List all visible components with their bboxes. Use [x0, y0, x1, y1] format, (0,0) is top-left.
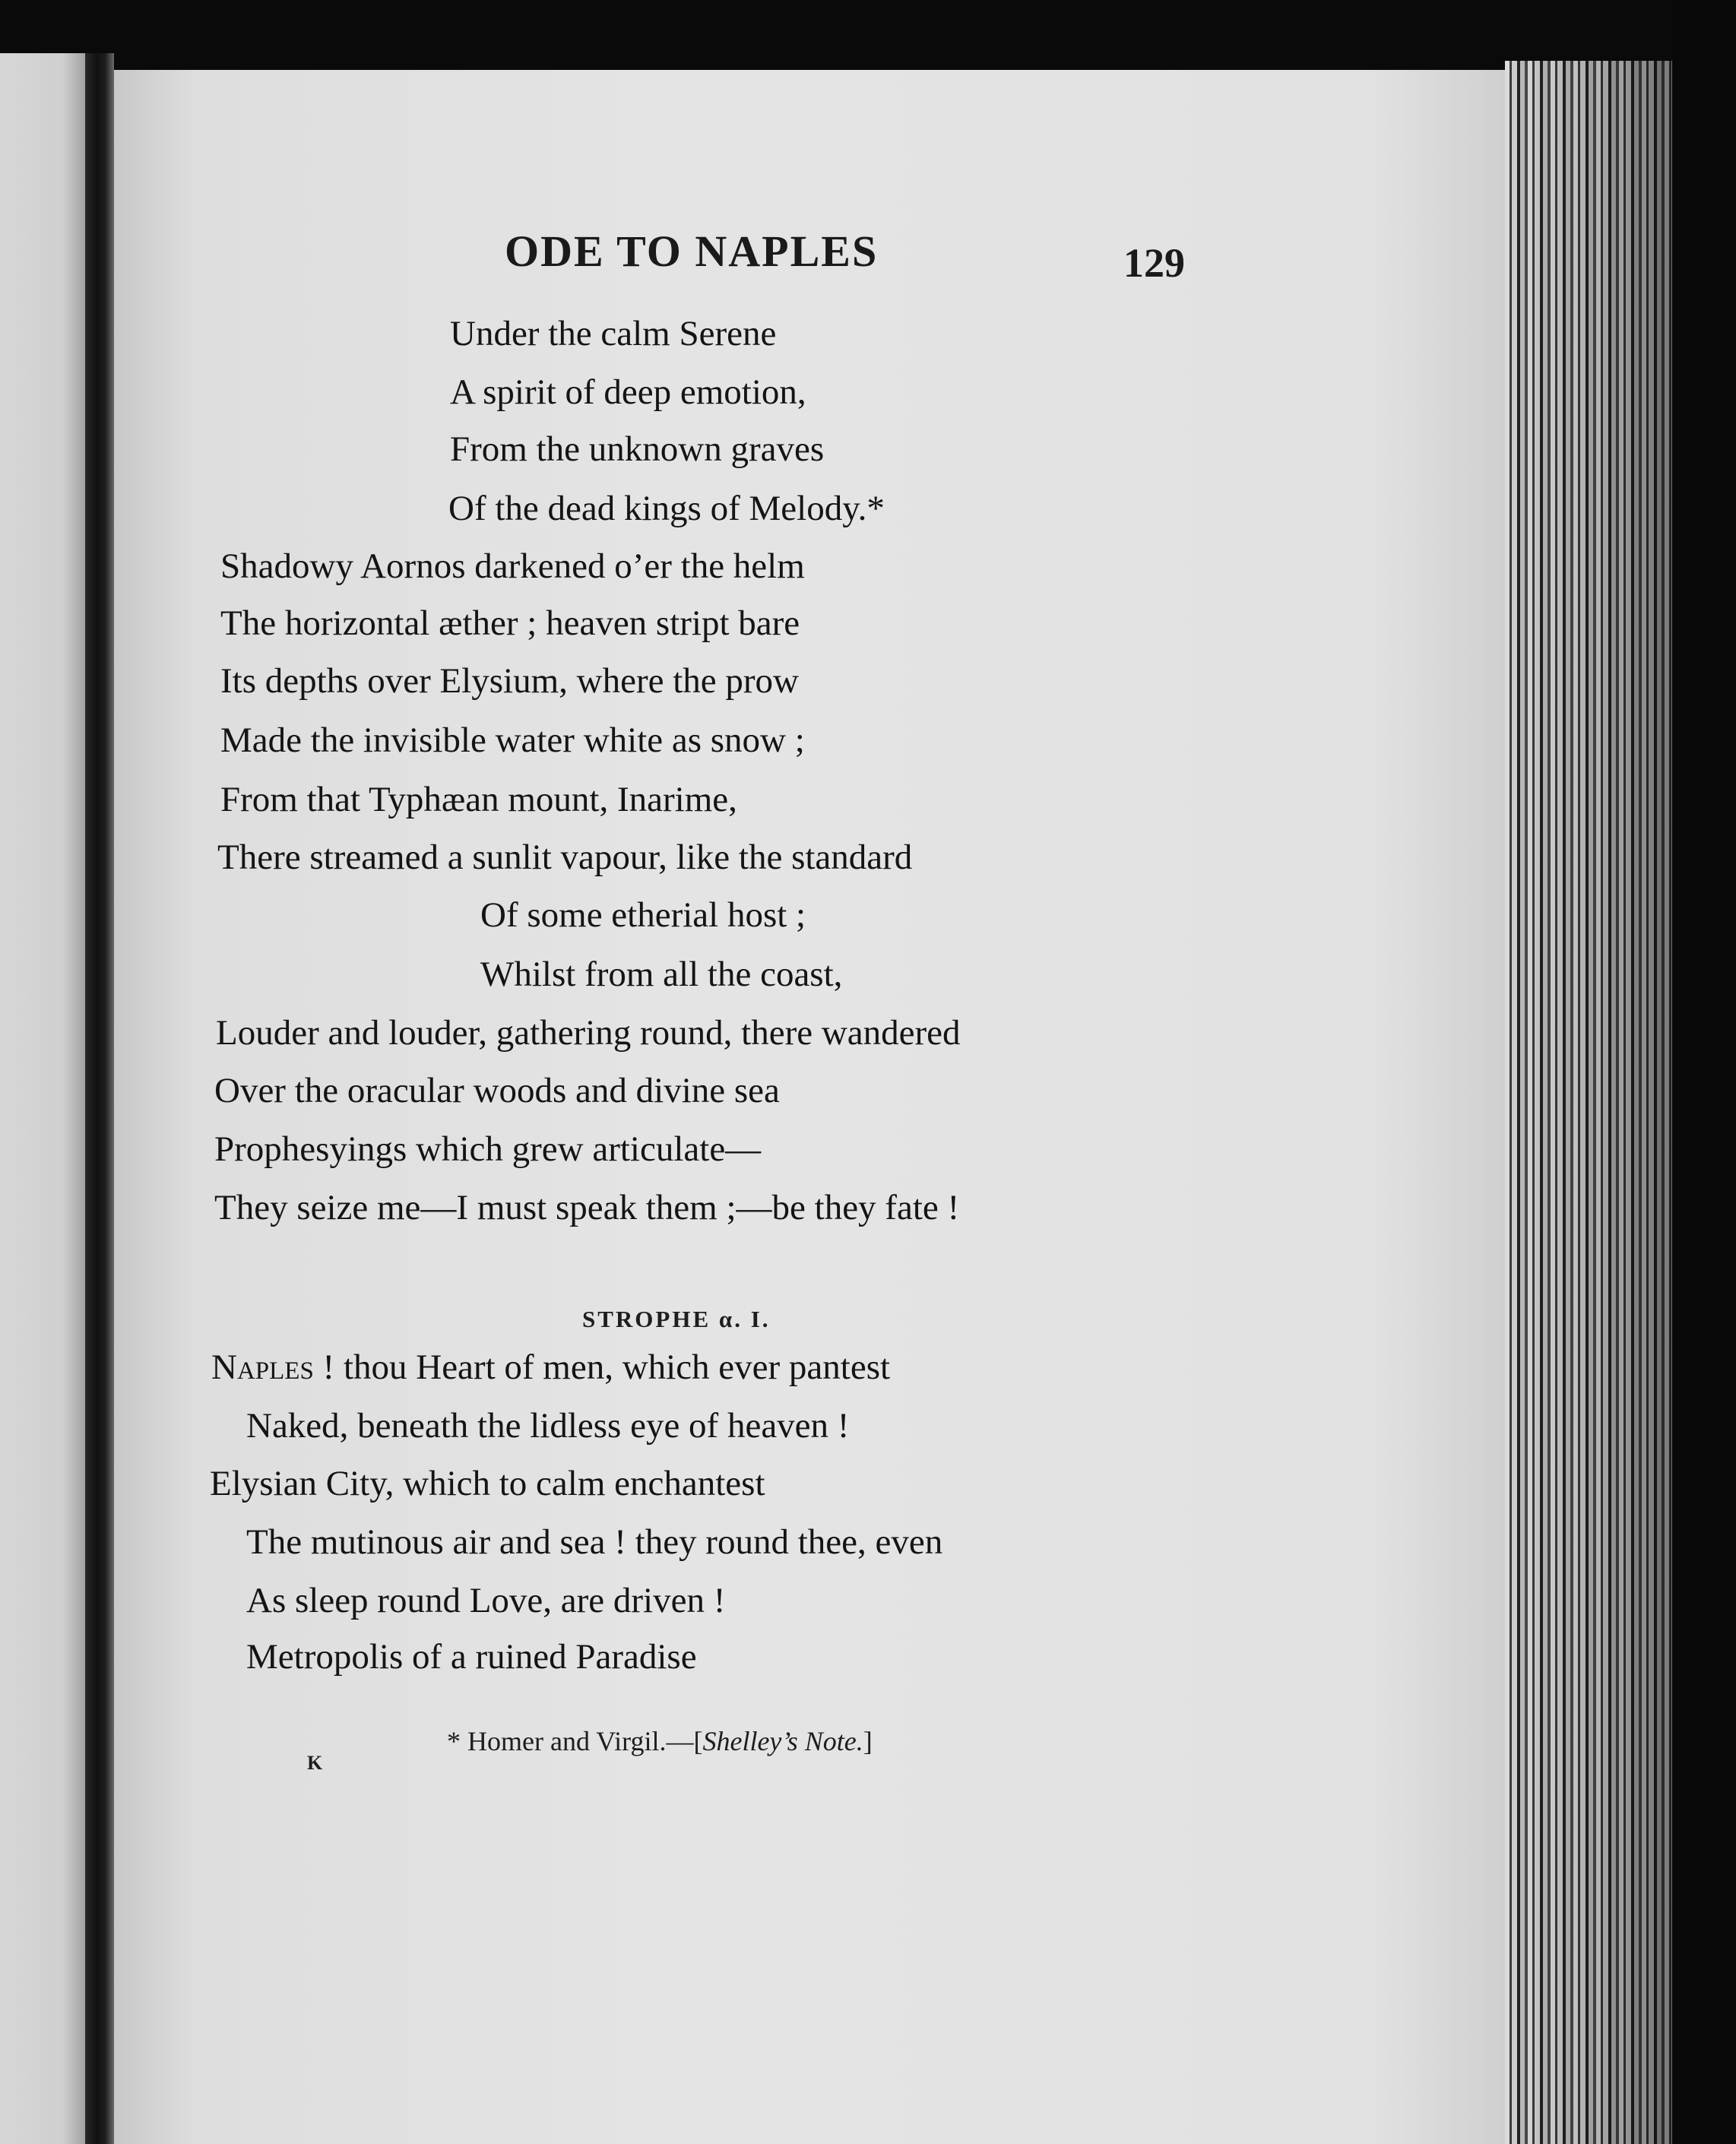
verse-line: Whilst from all the coast, [480, 955, 843, 994]
verse-line: Shadowy Aornos darkened o’er the helm [220, 546, 805, 586]
verse-line: The horizontal æther ; heaven stript bare [220, 603, 800, 643]
verse-line: A spirit of deep emotion, [450, 372, 806, 412]
verse-line: Of some etherial host ; [480, 895, 806, 935]
left-page-edge [0, 53, 90, 2144]
verse-line: Elysian City, which to calm enchantest [210, 1464, 765, 1503]
verse-line [211, 1350, 890, 1386]
page-number: 129 [1123, 240, 1185, 286]
verse-line: Of the dead kings of Melody.* [448, 489, 885, 528]
verse-line: Over the oracular woods and divine sea [214, 1071, 780, 1110]
opening-word: Naples [211, 1348, 314, 1387]
scan-background-right [1672, 0, 1736, 2144]
verse-line-rest: ! thou Heart of men, which ever pantest [313, 1348, 891, 1387]
running-head: ODE TO NAPLES [505, 226, 879, 276]
scan-background-top [0, 0, 1736, 68]
strophe-heading: STROPHE α. I. [582, 1306, 771, 1332]
verse-line: As sleep round Love, are driven ! [246, 1581, 726, 1620]
book-gutter [85, 53, 114, 2144]
verse-line: The mutinous air and sea ! they round thee, even [246, 1522, 943, 1562]
verse-line: Naked, beneath the lidless eye of heaven ! [246, 1406, 850, 1446]
verse-line: Under the calm Serene [450, 314, 777, 353]
footnote-attribution: Shelley’s Note. [702, 1726, 863, 1756]
verse-line: From that Typhæan mount, Inarime, [220, 780, 737, 819]
verse-line: Made the invisible water white as snow ; [220, 720, 805, 760]
verse-line: Louder and louder, gathering round, there wandered [216, 1013, 961, 1053]
verse-line: Prophesyings which grew articulate— [214, 1129, 762, 1169]
verse-line: There streamed a sunlit vapour, like the standard [217, 838, 913, 877]
verse-line: Metropolis of a ruined Paradise [246, 1637, 697, 1677]
verse-line: From the unknown graves [450, 429, 825, 469]
signature-mark: K [307, 1752, 323, 1774]
verse-line: Its depths over Elysium, where the prow [220, 661, 799, 701]
footnote: * Homer and Virgil.—[Shelley’s Note.] [447, 1726, 873, 1756]
verse-line: They seize me—I must speak them ;—be they fate ! [214, 1188, 960, 1227]
